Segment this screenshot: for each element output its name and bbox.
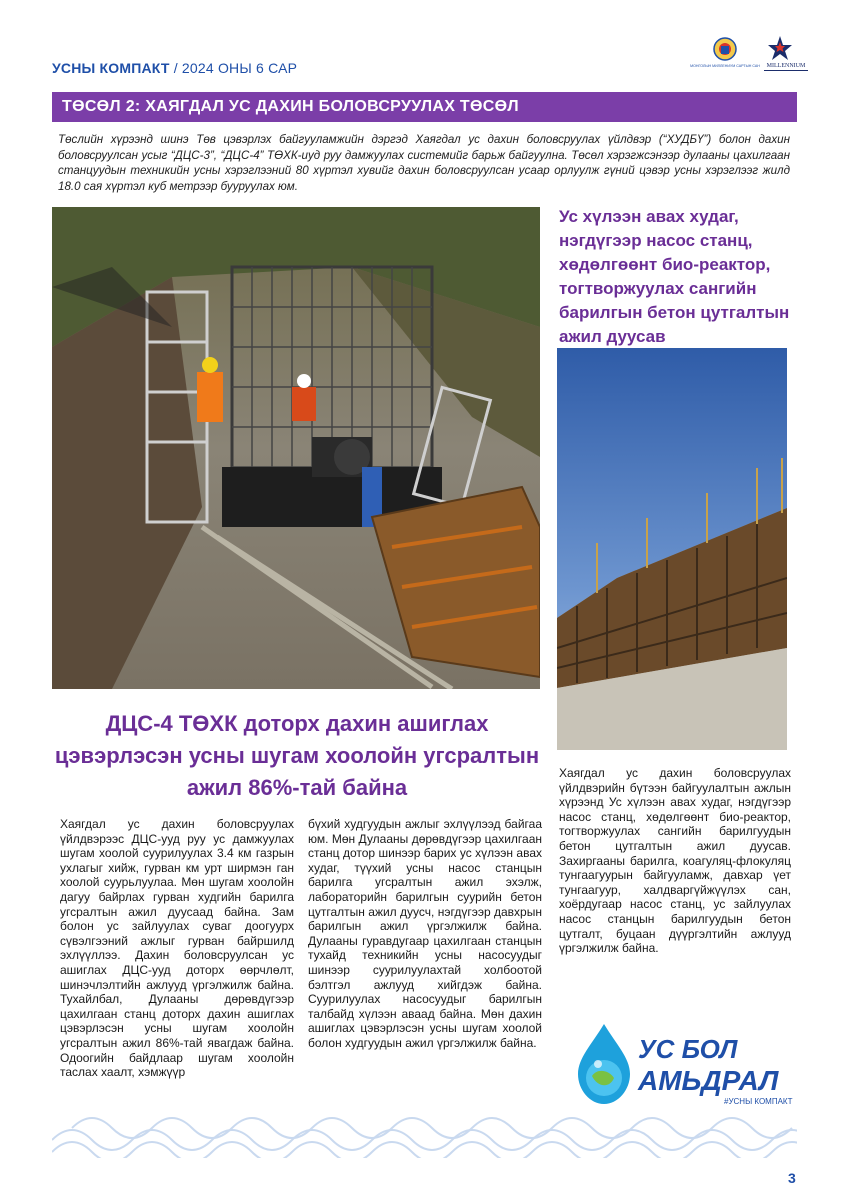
body-column-2 <box>308 817 542 1051</box>
concrete-building-photo <box>557 348 787 750</box>
side-heading: Ус хүлээн авах худаг, нэгдүгээр насос станц, хөдөлгөөнт био-реактор, тогтворжуулах сангийн барилгын бетон цутгалтын ажил дуусав <box>559 207 790 346</box>
header-title <box>52 60 297 76</box>
millennium-fund-logo <box>690 36 760 72</box>
intro-paragraph: Төслийн хүрээнд шинэ Төв цэвэрлэх байгууламжийн дэргэд Хаягдал ус дахин боловсруулах үйлдвэр (“ХУДБҮ”) болон дахин боловсруулсан усыг “ДЦС-3”, “ДЦС-4” ТӨХК-иуд руу дамжуулах системийг барьж байгуулна. Төсөл хэрэгжсэнээр дулааны цахилгаан станцуудын техникийн усны хэрэглээний 80 хүртэл хувийг дахин боловсруулсан усаар орлуулж гүний цэвэр усны хэрэглээг жилд 18.0 сая хүртэл куб метрээр бууруулах юм. <box>58 133 790 193</box>
header-separator: / <box>173 60 178 76</box>
logo-left-text: МОНГОЛЫН МИЛЛЕНИУМ САРТЫН САН <box>690 64 760 68</box>
campaign-logo <box>564 1018 794 1110</box>
page-number: 3 <box>788 1170 796 1186</box>
body-text-3: Хаягдал ус дахин боловсруулах үйлдвэрийн бүтээн байгуулалтын ажлын хүрээнд Ус хүлээн авах худаг, нэгдүгээр насос станц, хөдөлгөөнт био-реактор, тогтворжуулах сангийн барилгуудын бетон цутгалтын ажил дуусав. Захиргааны барилга, коагуляц-флокуляц тунгаагуурын байгууламж, давхар үет тунгаагуур, халдваргүйжүүлэх сан, хоёрдугаар насос станц, ус зайлуулах насос станцын барилгуудын бетон цутгалт, буцаан дүүргэлтийн ажлууд үргэлжилж байна. <box>559 766 791 956</box>
main-heading: ДЦС-4 ТӨХК доторх дахин ашиглах цэвэрлэсэн усны шугам хоолойн угсралтын ажил 86%-тай байна <box>54 711 540 800</box>
header-period: 2024 ОНЫ 6 САР <box>181 60 298 76</box>
construction-site-photo <box>52 207 540 689</box>
project-banner <box>52 92 797 122</box>
body-text-2: бүхий худгуудын ажлыг эхлүүлээд байгаа юм. Мөн Дулааны дөрөвдүгээр цахилгаан станц дотор шинээр барих ус хүлээн авах худаг, түүхий усны насос станцын барилга угсралтын ажил эхэлж, лабораторийн барилгын суурийн бетон цутгалтын ажил дуусч, нэгдүгээр давхрын барилгын ажил үргэлжилж байна. Дулааны гуравдугаар цахилгаан станцын тухайд техникийн усны насосуудыг шинээр суурилуулахтай холбоотой бэлтгэл ажлууд хийгдэж байна. Суурилуулах насосуудыг барилгын талбайд хүлээн аваад байна. Мөн дахин ашиглах цэвэрлэсэн усны шугам хоолой болон худгуудын ажил үргэлжилж байна. <box>308 817 542 1050</box>
brand-name: УСНЫ КОМПАКТ <box>52 60 170 76</box>
body-column-3 <box>559 766 791 956</box>
millennium-challenge-logo <box>758 34 814 74</box>
logo-right-text: MILLENNIUM <box>766 63 806 69</box>
wave-decoration <box>52 1110 797 1158</box>
campaign-tag: #УСНЫ КОМПАКТ <box>724 1097 793 1106</box>
body-column-1 <box>60 817 294 1080</box>
campaign-line-1: УС БОЛ <box>638 1034 738 1064</box>
campaign-line-2: АМЬДРАЛ <box>638 1065 779 1096</box>
banner-title: ТӨСӨЛ 2: ХАЯГДАЛ УС ДАХИН БОЛОВСРУУЛАХ ТӨСӨЛ <box>62 98 519 115</box>
body-text-1: Хаягдал ус дахин боловсруулах үйлдвэрээс ДЦС-ууд руу ус дамжуулах шугам хоолой суурилуулах 3.4 км газрын ухлагыг хийж, гурван км урт ширмэн ган хоолой суурьлуулаа. Мөн шугам хоолойн дагуу байрлах гурван худгийн барилга угсралтын ажил дуусаад байна. Зам болон ус зайлуулах суваг доогуурх сүвэлгээний ажлыг гурван байршилд эхлүүллээ. Дахин боловсруулсан ус ашиглах ДЦС-ууд доторх өөрчлөлт, шинэчлэлтийн ажлууд үргэлжилж байна. Тухайлбал, Дулааны дөрөвдүгээр цахилгаан станц доторх дахин ашиглах цэвэрлэсэн усны шугам хоолойн угсралтын ажил 86%-тай явагдаж байна. Одоогийн байдлаар шугам хоолойн таслах хаалт, хэмжүүр <box>60 817 294 1080</box>
